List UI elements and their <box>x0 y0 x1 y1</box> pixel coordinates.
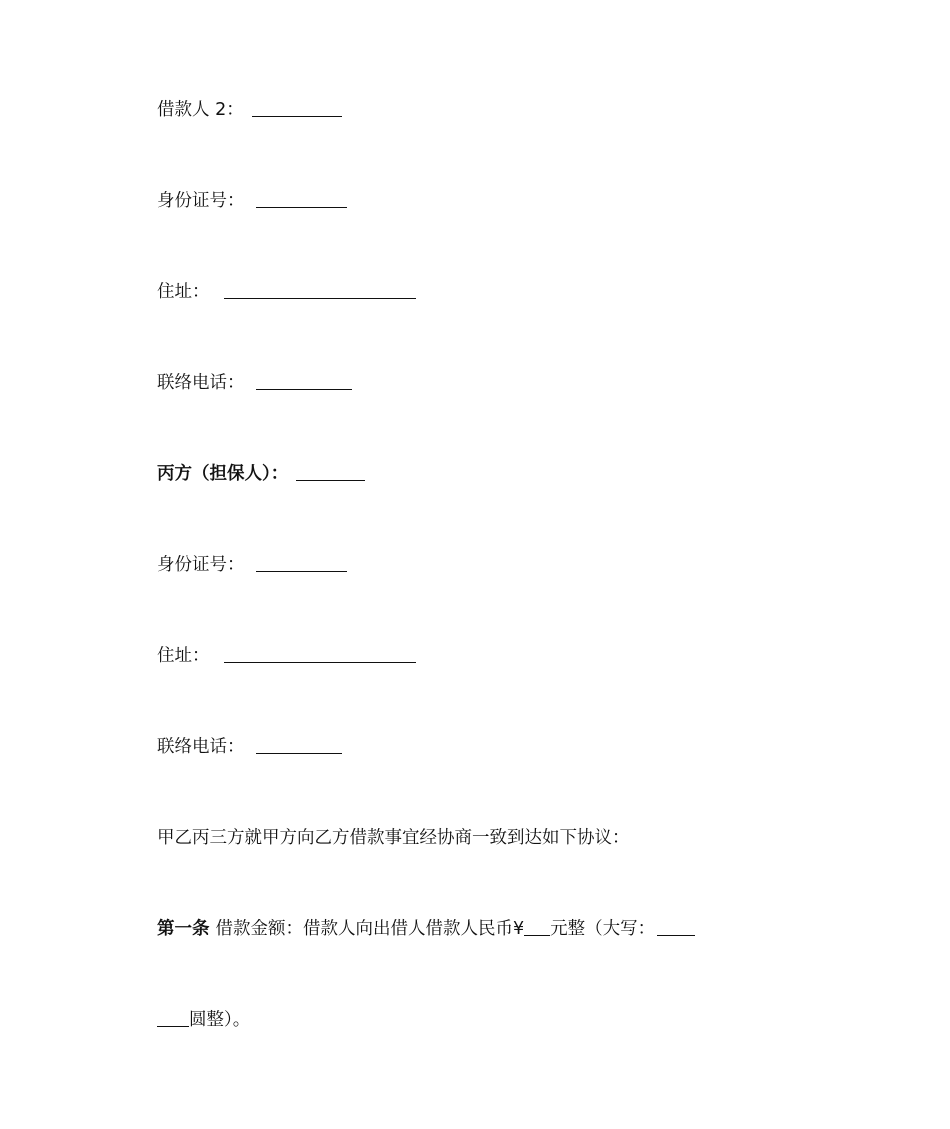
borrower2-id-label: 身份证号： <box>157 191 245 211</box>
borrower2-label: 借款人 2： <box>157 100 244 120</box>
borrower2-id-line <box>157 190 347 212</box>
amount-words-blank-2 <box>157 1012 189 1027</box>
guarantor-blank <box>296 466 365 481</box>
borrower2-blank <box>252 102 342 117</box>
borrower2-phone-label: 联络电话： <box>157 373 245 393</box>
article-1-text-a: 借款金额：借款人向出借人借款人民币¥ <box>215 919 525 939</box>
amount-words-blank-1 <box>657 921 695 936</box>
guarantor-id-line <box>157 554 347 576</box>
guarantor-address-line <box>157 645 416 667</box>
amount-figures-blank <box>524 921 550 936</box>
borrower2-phone-blank <box>256 375 352 390</box>
borrower2-line <box>157 99 342 121</box>
guarantor-phone-blank <box>256 739 342 754</box>
article-1-continuation <box>157 1009 250 1031</box>
guarantor-id-blank <box>256 557 347 572</box>
borrower2-address-label: 住址： <box>157 282 210 302</box>
agreement-intro <box>157 827 630 849</box>
borrower2-address-line <box>157 281 416 303</box>
guarantor-line <box>157 463 365 485</box>
agreement-intro-text: 甲乙丙三方就甲方向乙方借款事宜经协商一致到达如下协议： <box>157 828 630 848</box>
article-1-text-b: 元整（大写： <box>550 919 656 939</box>
article-1-line <box>157 918 695 940</box>
guarantor-address-blank <box>224 648 416 663</box>
article-1-label: 第一条 <box>157 919 210 939</box>
guarantor-phone-line <box>157 736 342 758</box>
guarantor-id-label: 身份证号： <box>157 555 245 575</box>
guarantor-phone-label: 联络电话： <box>157 737 245 757</box>
article-1-text-c: 圆整）。 <box>189 1010 251 1030</box>
guarantor-address-label: 住址： <box>157 646 210 666</box>
borrower2-phone-line <box>157 372 352 394</box>
borrower2-address-blank <box>224 284 416 299</box>
borrower2-id-blank <box>256 193 347 208</box>
guarantor-label: 丙方（担保人）： <box>157 464 289 484</box>
